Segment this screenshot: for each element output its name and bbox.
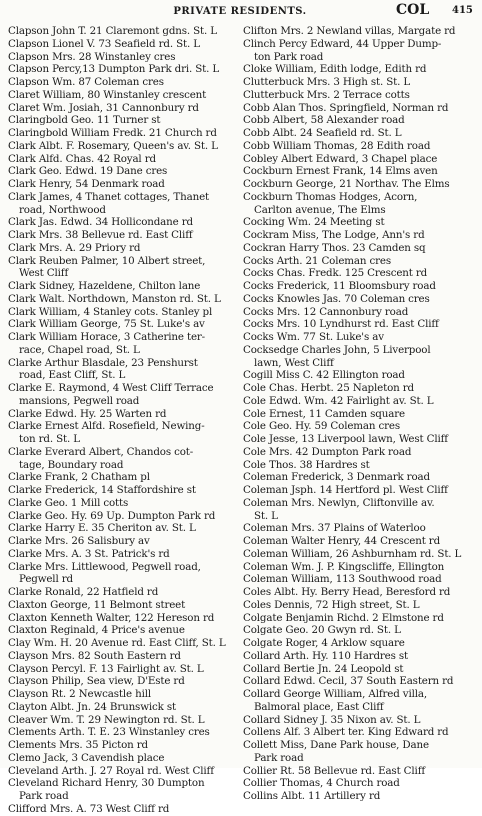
entry-line: Clark Geo. Edwd. 19 Dane cres bbox=[8, 165, 168, 178]
resident-entry bbox=[243, 561, 476, 574]
entry-line: Cole Ernest, 11 Camden square bbox=[243, 407, 405, 420]
entry-line: Cockran Harry Thos. 23 Camden sq bbox=[243, 241, 426, 254]
entry-line: Clayson Rt. 2 Newcastle hill bbox=[8, 688, 151, 700]
entry-line: Cocks Knowles Jas. 70 Coleman cres bbox=[243, 292, 430, 305]
resident-entry bbox=[8, 331, 241, 357]
resident-entry bbox=[8, 726, 241, 739]
resident-entry bbox=[8, 701, 241, 714]
resident-entry bbox=[8, 280, 241, 293]
resident-entry bbox=[8, 318, 241, 331]
entry-continuation: ton Park road bbox=[254, 50, 324, 63]
entry-line: Clifford Mrs. A. 73 West Cliff rd bbox=[8, 802, 170, 815]
resident-entry bbox=[8, 178, 241, 191]
entry-continuation: Carlton avenue, The Elms bbox=[254, 203, 386, 216]
entry-line: Cobb Albt. 24 Seafield rd. St. L bbox=[243, 127, 402, 139]
resident-entry bbox=[243, 306, 476, 319]
entry-line: Clinch Percy Edward, 44 Upper Dump- bbox=[243, 37, 442, 50]
resident-entry bbox=[243, 165, 476, 178]
resident-entry bbox=[8, 420, 241, 446]
resident-entry bbox=[8, 76, 241, 89]
resident-entry bbox=[243, 433, 476, 446]
resident-entry bbox=[243, 395, 476, 408]
resident-entry bbox=[8, 803, 241, 816]
entry-line: Clarke Ernest Alfd. Rosefield, Newing- bbox=[8, 420, 205, 433]
resident-entry bbox=[243, 191, 476, 217]
entry-line: Cleaver Wm. T. 29 Newington rd. St. L bbox=[8, 713, 205, 726]
entry-line: Clark James, 4 Thanet cottages, Thanet bbox=[8, 190, 209, 203]
resident-entry bbox=[8, 25, 241, 38]
left-column bbox=[8, 25, 241, 816]
resident-entry bbox=[8, 765, 241, 778]
resident-entry bbox=[8, 446, 241, 472]
entry-line: Clutterbuck Mrs. 2 Terrace cotts bbox=[243, 88, 410, 101]
resident-entry bbox=[243, 484, 476, 497]
entry-line: Collard Edwd. Cecil, 37 South Eastern rd bbox=[243, 675, 454, 688]
entry-line: Cogill Miss C. 42 Ellington road bbox=[243, 369, 405, 382]
entry-line: Coles Dennis, 72 High street, St. L bbox=[243, 598, 420, 611]
resident-entry bbox=[8, 484, 241, 497]
entry-line: Claxton Kenneth Walter, 122 Hereson rd bbox=[8, 611, 215, 624]
resident-entry bbox=[243, 293, 476, 306]
entry-line: Cole Edwd. Wm. 42 Fairlight av. St. L bbox=[243, 394, 434, 407]
entry-line: Collard George William, Alfred villa, bbox=[243, 688, 427, 700]
entry-line: Clarke E. Raymond, 4 West Cliff Terrace bbox=[8, 382, 214, 394]
entry-line: Clapson Lionel V. 73 Seafield rd. St. L bbox=[8, 37, 200, 50]
entry-line: Clark Alfd. Chas. 42 Royal rd bbox=[8, 152, 156, 165]
entry-line: Clarke Edwd. Hy. 25 Warten rd bbox=[8, 407, 167, 420]
entry-line: Cockburn George, 21 Northav. The Elms bbox=[243, 178, 450, 190]
resident-entry bbox=[243, 229, 476, 242]
resident-entry bbox=[243, 318, 476, 331]
entry-line: Clark William Horace, 3 Catherine ter- bbox=[8, 331, 205, 343]
resident-entry bbox=[243, 522, 476, 535]
resident-entry bbox=[8, 777, 241, 803]
resident-entry bbox=[243, 127, 476, 140]
entry-continuation: Park road bbox=[254, 751, 304, 764]
entry-continuation: road, Northwood bbox=[19, 203, 106, 216]
entry-line: Cocks Frederick, 11 Bloomsbury road bbox=[243, 280, 436, 292]
resident-entry bbox=[243, 471, 476, 484]
resident-entry bbox=[243, 140, 476, 153]
entry-line: Clarke Mrs. A. 3 St. Patrick's rd bbox=[8, 547, 170, 560]
entry-line: Claringbold William Fredk. 21 Church rd bbox=[8, 127, 217, 139]
entry-continuation: Park road bbox=[19, 790, 69, 802]
entry-line: Clarke Geo. Hy. 69 Up. Dumpton Park rd bbox=[8, 509, 216, 522]
entry-line: Clayson Percyl. F. 13 Fairlight av. St. L bbox=[8, 662, 204, 675]
resident-entry bbox=[8, 357, 241, 383]
right-column bbox=[243, 25, 476, 803]
resident-entry bbox=[243, 242, 476, 255]
resident-entry bbox=[8, 714, 241, 727]
resident-entry bbox=[243, 548, 476, 561]
resident-entry bbox=[243, 153, 476, 166]
running-title: PRIVATE RESIDENTS. bbox=[173, 6, 307, 17]
entry-line: Cole Chas. Herbt. 25 Napleton rd bbox=[243, 382, 414, 394]
entry-line: Cloke William, Edith lodge, Edith rd bbox=[243, 63, 427, 76]
resident-entry bbox=[8, 306, 241, 319]
entry-line: Cleveland Arth. J. 27 Royal rd. West Cliff bbox=[8, 764, 214, 777]
entry-line: Cocking Wm. 24 Meeting st bbox=[243, 216, 385, 229]
entry-line: Coleman William, 26 Ashburnham rd. St. L bbox=[243, 547, 462, 560]
entry-continuation: lawn, West Cliff bbox=[254, 356, 334, 369]
entry-line: Coleman Mrs. 37 Plains of Waterloo bbox=[243, 522, 426, 535]
entry-line: Clark Mrs. A. 29 Priory rd bbox=[8, 241, 141, 254]
entry-line: Clapson John T. 21 Claremont gdns. St. L bbox=[8, 25, 217, 37]
resident-entry bbox=[8, 89, 241, 102]
entry-line: Coleman Walter Henry, 44 Crescent rd bbox=[243, 535, 441, 547]
resident-entry bbox=[8, 191, 241, 217]
resident-entry bbox=[243, 102, 476, 115]
entry-line: Coleman William, 113 Southwood road bbox=[243, 573, 442, 586]
resident-entry bbox=[8, 752, 241, 765]
entry-line: Clements Mrs. 35 Picton rd bbox=[8, 739, 148, 751]
resident-entry bbox=[243, 586, 476, 599]
entry-continuation: road, East Cliff, St. L bbox=[19, 369, 126, 382]
resident-entry bbox=[8, 688, 241, 701]
resident-entry bbox=[243, 344, 476, 370]
entry-continuation: West Cliff bbox=[19, 267, 69, 280]
entry-line: Claret William, 80 Winstanley crescent bbox=[8, 88, 207, 101]
entry-line: Cockburn Thomas Hodges, Acorn, bbox=[243, 190, 418, 203]
entry-line: Clark Jas. Edwd. 34 Hollicondane rd bbox=[8, 216, 193, 229]
resident-entry bbox=[243, 446, 476, 459]
entry-line: Clapson Mrs. 28 Winstanley cres bbox=[8, 50, 176, 63]
entry-continuation: St. L bbox=[254, 509, 278, 522]
resident-entry bbox=[8, 293, 241, 306]
entry-continuation: mansions, Pegwell road bbox=[19, 394, 140, 407]
resident-entry bbox=[8, 165, 241, 178]
entry-line: Clements Arth. T. E. 23 Winstanley cres bbox=[8, 726, 210, 739]
entry-line: Clifton Mrs. 2 Newland villas, Margate rd bbox=[243, 25, 456, 37]
resident-entry bbox=[8, 127, 241, 140]
entry-line: Colgate Roger, 4 Arklow square bbox=[243, 637, 405, 649]
resident-entry bbox=[8, 471, 241, 484]
entry-line: Coleman Mrs. Newlyn, Cliftonville av. bbox=[243, 496, 435, 509]
entry-line: Clapson Percy,13 Dumpton Park dri. St. L bbox=[8, 63, 220, 76]
resident-entry bbox=[243, 688, 476, 714]
resident-entry bbox=[8, 535, 241, 548]
entry-line: Cole Mrs. 42 Dumpton Park road bbox=[243, 445, 412, 458]
resident-entry bbox=[243, 63, 476, 76]
entry-line: Claringbold Geo. 11 Turner st bbox=[8, 114, 161, 127]
resident-entry bbox=[243, 89, 476, 102]
entry-line: Clarke Frank, 2 Chatham pl bbox=[8, 471, 150, 484]
resident-entry bbox=[243, 280, 476, 293]
section-abbreviation: COL bbox=[396, 2, 430, 18]
entry-continuation: ton rd. St. L bbox=[19, 433, 80, 445]
entry-line: Clay Wm. H. 20 Avenue rd. East Cliff, St. L bbox=[8, 637, 226, 649]
resident-entry bbox=[243, 663, 476, 676]
resident-entry bbox=[8, 255, 241, 281]
resident-entry bbox=[243, 612, 476, 625]
entry-line: Collier Thomas, 4 Church road bbox=[243, 777, 400, 790]
resident-entry bbox=[243, 369, 476, 382]
resident-entry bbox=[243, 459, 476, 472]
entry-line: Claret Wm. Josiah, 31 Cannonbury rd bbox=[8, 101, 199, 114]
entry-line: Clark Henry, 54 Denmark road bbox=[8, 178, 165, 190]
entry-line: Coleman Jsph. 14 Hertford pl. West Cliff bbox=[243, 484, 448, 496]
entry-line: Clarke Everard Albert, Chandos cot- bbox=[8, 445, 194, 458]
entry-line: Cobley Albert Edward, 3 Chapel place bbox=[243, 152, 438, 165]
resident-entry bbox=[243, 267, 476, 280]
resident-entry bbox=[8, 114, 241, 127]
resident-entry bbox=[8, 102, 241, 115]
resident-entry bbox=[8, 612, 241, 625]
resident-entry bbox=[8, 229, 241, 242]
entry-line: Cocks Mrs. 10 Lyndhurst rd. East Cliff bbox=[243, 318, 439, 331]
resident-entry bbox=[243, 331, 476, 344]
resident-entry bbox=[243, 739, 476, 765]
entry-line: Collard Arth. Hy. 110 Hardres st bbox=[243, 649, 408, 662]
resident-entry bbox=[243, 624, 476, 637]
entry-line: Collins Albt. 11 Artillery rd bbox=[243, 790, 381, 802]
resident-entry bbox=[8, 599, 241, 612]
entry-line: Cocks Arth. 21 Coleman cres bbox=[243, 254, 391, 267]
page-number: 415 bbox=[452, 5, 473, 16]
entry-line: Cobb Alan Thos. Springfield, Norman rd bbox=[243, 101, 449, 114]
entry-line: Cocks Mrs. 12 Cannonbury road bbox=[243, 305, 409, 318]
entry-line: Clarke Arthur Blasdale, 23 Penshurst bbox=[8, 356, 198, 369]
entry-line: Collens Alf. 3 Albert ter. King Edward rd bbox=[243, 726, 449, 739]
entry-line: Clark Mrs. 38 Bellevue rd. East Cliff bbox=[8, 229, 193, 241]
entry-continuation: tage, Boundary road bbox=[19, 458, 124, 471]
resident-entry bbox=[8, 153, 241, 166]
resident-entry bbox=[243, 25, 476, 38]
entry-line: Collard Bertie Jn. 24 Leopold st bbox=[243, 662, 404, 675]
resident-entry bbox=[243, 790, 476, 803]
resident-entry bbox=[243, 38, 476, 64]
entry-line: Cole Thos. 38 Hardres st bbox=[243, 458, 370, 471]
resident-entry bbox=[8, 140, 241, 153]
resident-entry bbox=[8, 522, 241, 535]
resident-entry bbox=[8, 548, 241, 561]
entry-line: Cockram Miss, The Lodge, Ann's rd bbox=[243, 229, 425, 241]
resident-entry bbox=[8, 382, 241, 408]
entry-line: Claxton George, 11 Belmont street bbox=[8, 598, 186, 611]
resident-entry bbox=[243, 573, 476, 586]
entry-line: Coles Albt. Hy. Berry Head, Beresford rd bbox=[243, 586, 451, 598]
entry-line: Cleveland Richard Henry, 30 Dumpton bbox=[8, 777, 205, 790]
resident-entry bbox=[8, 497, 241, 510]
resident-entry bbox=[8, 624, 241, 637]
entry-line: Clayson Mrs. 82 South Eastern rd bbox=[8, 649, 181, 662]
resident-entry bbox=[8, 637, 241, 650]
entry-line: Colgate Benjamin Richd. 2 Elmstone rd bbox=[243, 611, 444, 624]
entry-line: Clark Albt. F. Rosemary, Queen's av. St. L bbox=[8, 139, 218, 152]
entry-line: Cocks Chas. Fredk. 125 Crescent rd bbox=[243, 267, 428, 280]
resident-entry bbox=[8, 242, 241, 255]
resident-entry bbox=[243, 726, 476, 739]
entry-line: Clemo Jack, 3 Cavendish place bbox=[8, 751, 165, 764]
entry-line: Coleman Frederick, 3 Denmark road bbox=[243, 471, 430, 484]
resident-entry bbox=[8, 510, 241, 523]
resident-entry bbox=[8, 51, 241, 64]
entry-line: Cole Geo. Hy. 59 Coleman cres bbox=[243, 420, 400, 433]
resident-entry bbox=[243, 714, 476, 727]
entry-line: Cocksedge Charles John, 5 Liverpool bbox=[243, 343, 431, 356]
entry-continuation: Pegwell rd bbox=[19, 573, 73, 586]
resident-entry bbox=[243, 497, 476, 523]
resident-entry bbox=[8, 63, 241, 76]
entry-line: Clarke Mrs. 26 Salisbury av bbox=[8, 535, 150, 547]
entry-line: Clark Walt. Northdown, Manston rd. St. L bbox=[8, 292, 221, 305]
entry-line: Clarke Geo. 1 Mill cotts bbox=[8, 496, 129, 509]
entry-line: Clayson Philip, Sea view, D'Este rd bbox=[8, 675, 185, 688]
resident-entry bbox=[243, 650, 476, 663]
resident-entry bbox=[243, 599, 476, 612]
resident-entry bbox=[243, 420, 476, 433]
resident-entry bbox=[243, 178, 476, 191]
page-header bbox=[0, 2, 482, 22]
entry-line: Clayton Albt. Jn. 24 Brunswick st bbox=[8, 700, 176, 713]
entry-line: Cobb William Thomas, 28 Edith road bbox=[243, 139, 431, 152]
resident-entry bbox=[243, 382, 476, 395]
entry-line: Clark Sidney, Hazeldene, Chilton lane bbox=[8, 280, 201, 292]
entry-continuation: race, Chapel road, St. L bbox=[19, 343, 140, 356]
resident-entry bbox=[243, 675, 476, 688]
resident-entry bbox=[8, 739, 241, 752]
resident-entry bbox=[243, 765, 476, 778]
entry-line: Claxton Reginald, 4 Price's avenue bbox=[8, 624, 185, 637]
entry-continuation: Balmoral place, East Cliff bbox=[254, 700, 384, 713]
entry-line: Clarke Harry E. 35 Cheriton av. St. L bbox=[8, 522, 196, 535]
resident-entry bbox=[243, 114, 476, 127]
entry-line: Collard Sidney J. 35 Nixon av. St. L bbox=[243, 713, 421, 726]
entry-line: Collett Miss, Dane Park house, Dane bbox=[243, 739, 429, 751]
entry-line: Cockburn Ernest Frank, 14 Elms aven bbox=[243, 165, 438, 178]
entry-line: Coleman Wm. J. P. Kingscliffe, Ellington bbox=[243, 560, 445, 573]
resident-entry bbox=[243, 216, 476, 229]
resident-entry bbox=[243, 408, 476, 421]
entry-line: Cocks Wm. 77 St. Luke's av bbox=[243, 331, 384, 343]
resident-entry bbox=[243, 76, 476, 89]
resident-entry bbox=[243, 255, 476, 268]
resident-entry bbox=[8, 650, 241, 663]
resident-entry bbox=[8, 216, 241, 229]
entry-line: Clark Reuben Palmer, 10 Albert street, bbox=[8, 254, 206, 267]
resident-entry bbox=[8, 675, 241, 688]
entry-line: Cole Jesse, 13 Liverpool lawn, West Cliff bbox=[243, 433, 448, 445]
entry-line: Clark William, 4 Stanley cots. Stanley pl bbox=[8, 305, 213, 318]
resident-entry bbox=[243, 637, 476, 650]
resident-entry bbox=[8, 663, 241, 676]
entry-line: Clark William George, 75 St. Luke's av bbox=[8, 318, 205, 331]
entry-line: Clarke Frederick, 14 Staffordshire st bbox=[8, 484, 196, 496]
resident-entry bbox=[8, 38, 241, 51]
resident-entry bbox=[243, 535, 476, 548]
entry-line: Clarke Ronald, 22 Hatfield rd bbox=[8, 586, 159, 598]
resident-entry bbox=[8, 561, 241, 587]
entry-line: Cobb Albert, 58 Alexander road bbox=[243, 114, 405, 127]
resident-entry bbox=[8, 408, 241, 421]
resident-entry bbox=[8, 586, 241, 599]
entry-line: Clarke Mrs. Littlewood, Pegwell road, bbox=[8, 560, 201, 573]
entry-line: Clapson Wm. 87 Coleman cres bbox=[8, 76, 164, 88]
resident-entry bbox=[243, 777, 476, 790]
entry-line: Collier Rt. 58 Bellevue rd. East Cliff bbox=[243, 764, 426, 777]
entry-line: Clutterbuck Mrs. 3 High st. St. L bbox=[243, 76, 411, 88]
entry-line: Colgate Geo. 20 Gwyn rd. St. L bbox=[243, 624, 401, 637]
